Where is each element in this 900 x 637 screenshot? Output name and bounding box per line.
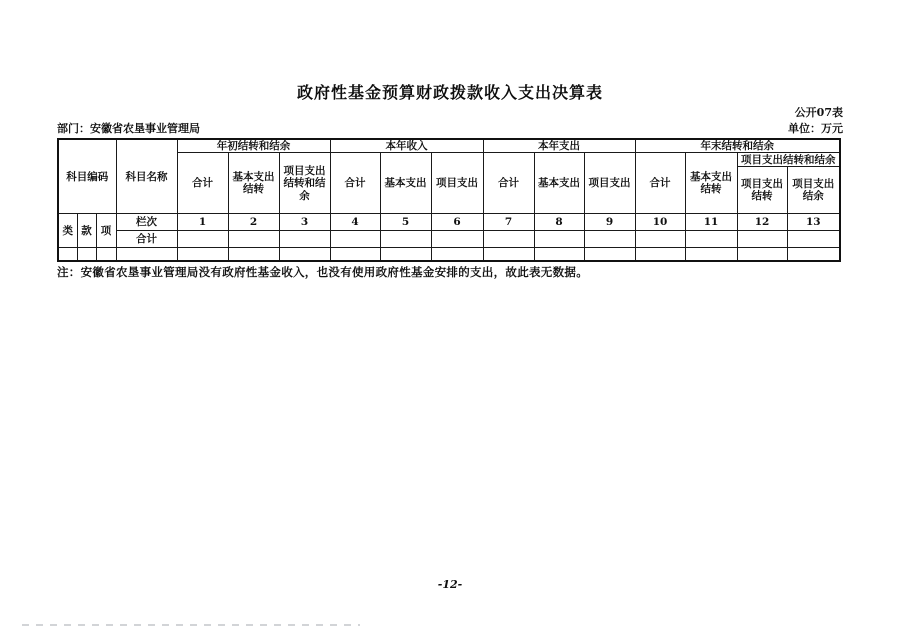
total-value-cell <box>330 231 380 248</box>
empty-cell <box>77 248 96 261</box>
empty-cell <box>58 248 77 261</box>
empty-cell <box>787 248 840 261</box>
empty-cell <box>431 248 483 261</box>
empty-cell <box>177 248 228 261</box>
total-value-cell <box>483 231 534 248</box>
total-value-cell <box>737 231 787 248</box>
total-value-cell <box>534 231 584 248</box>
lanci-cell: 1 <box>177 214 228 231</box>
empty-cell <box>584 248 635 261</box>
total-value-cell <box>431 231 483 248</box>
total-value-cell <box>787 231 840 248</box>
lanci-cell: 9 <box>584 214 635 231</box>
total-value-cell <box>279 231 330 248</box>
header-subject-code: 科目编码 <box>58 139 116 214</box>
lanci-cell: 12 <box>737 214 787 231</box>
total-value-cell <box>635 231 685 248</box>
fund-budget-table <box>57 138 841 262</box>
lanci-cell: 2 <box>228 214 279 231</box>
header-col-9: 项目支出 <box>584 153 635 214</box>
unit-label: 单位：万元 <box>788 122 843 135</box>
header-col-1: 合计 <box>177 153 228 214</box>
empty-cell <box>228 248 279 261</box>
header-col-2: 基本支出结转 <box>228 153 279 214</box>
total-value-cell <box>685 231 737 248</box>
empty-cell <box>483 248 534 261</box>
empty-cell <box>380 248 431 261</box>
empty-cell <box>635 248 685 261</box>
total-value-cell <box>228 231 279 248</box>
lanci-cell: 3 <box>279 214 330 231</box>
scan-artifact-line <box>22 624 360 626</box>
lanci-cell: 7 <box>483 214 534 231</box>
lanci-cell: 5 <box>380 214 431 231</box>
page-number: -12- <box>437 578 463 591</box>
header-col-8: 基本支出 <box>534 153 584 214</box>
code-sub-class: 类 <box>58 214 77 248</box>
header-group-year-income: 本年收入 <box>330 139 483 153</box>
header-subgroup-project-balance: 项目支出结转和结余 <box>737 153 840 167</box>
empty-cell <box>534 248 584 261</box>
code-sub-section: 款 <box>77 214 96 248</box>
code-sub-item: 项 <box>96 214 116 248</box>
empty-cell <box>279 248 330 261</box>
lanci-cell: 4 <box>330 214 380 231</box>
header-col-11: 基本支出结转 <box>685 153 737 214</box>
header-group-yearend-balance: 年末结转和结余 <box>635 139 840 153</box>
lanci-cell: 11 <box>685 214 737 231</box>
lanci-cell: 10 <box>635 214 685 231</box>
empty-cell <box>330 248 380 261</box>
lanci-label: 栏次 <box>116 214 177 231</box>
header-subject-name: 科目名称 <box>116 139 177 214</box>
header-col-10: 合计 <box>635 153 685 214</box>
header-col-12: 项目支出结转 <box>737 167 787 214</box>
department-label: 部门：安徽省农垦事业管理局 <box>57 122 200 135</box>
total-value-cell <box>584 231 635 248</box>
table-note: 注：安徽省农垦事业管理局没有政府性基金收入，也没有使用政府性基金安排的支出，故此表无数据。 <box>57 265 588 279</box>
header-col-13: 项目支出结余 <box>787 167 840 214</box>
lanci-cell: 6 <box>431 214 483 231</box>
header-col-7: 合计 <box>483 153 534 214</box>
empty-cell <box>685 248 737 261</box>
total-value-cell <box>380 231 431 248</box>
empty-cell <box>116 248 177 261</box>
page-title: 政府性基金预算财政拨款收入支出决算表 <box>296 83 603 102</box>
header-col-6: 项目支出 <box>431 153 483 214</box>
meta-row <box>57 120 843 136</box>
total-value-cell <box>177 231 228 248</box>
total-row-label: 合计 <box>116 231 177 248</box>
lanci-cell: 8 <box>534 214 584 231</box>
header-col-4: 合计 <box>330 153 380 214</box>
header-group-begin-balance: 年初结转和结余 <box>177 139 330 153</box>
empty-cell <box>96 248 116 261</box>
header-col-3: 项目支出结转和结余 <box>279 153 330 214</box>
header-group-year-expense: 本年支出 <box>483 139 635 153</box>
table-code-label: 公开07表 <box>794 106 843 119</box>
header-col-5: 基本支出 <box>380 153 431 214</box>
empty-cell <box>737 248 787 261</box>
lanci-cell: 13 <box>787 214 840 231</box>
